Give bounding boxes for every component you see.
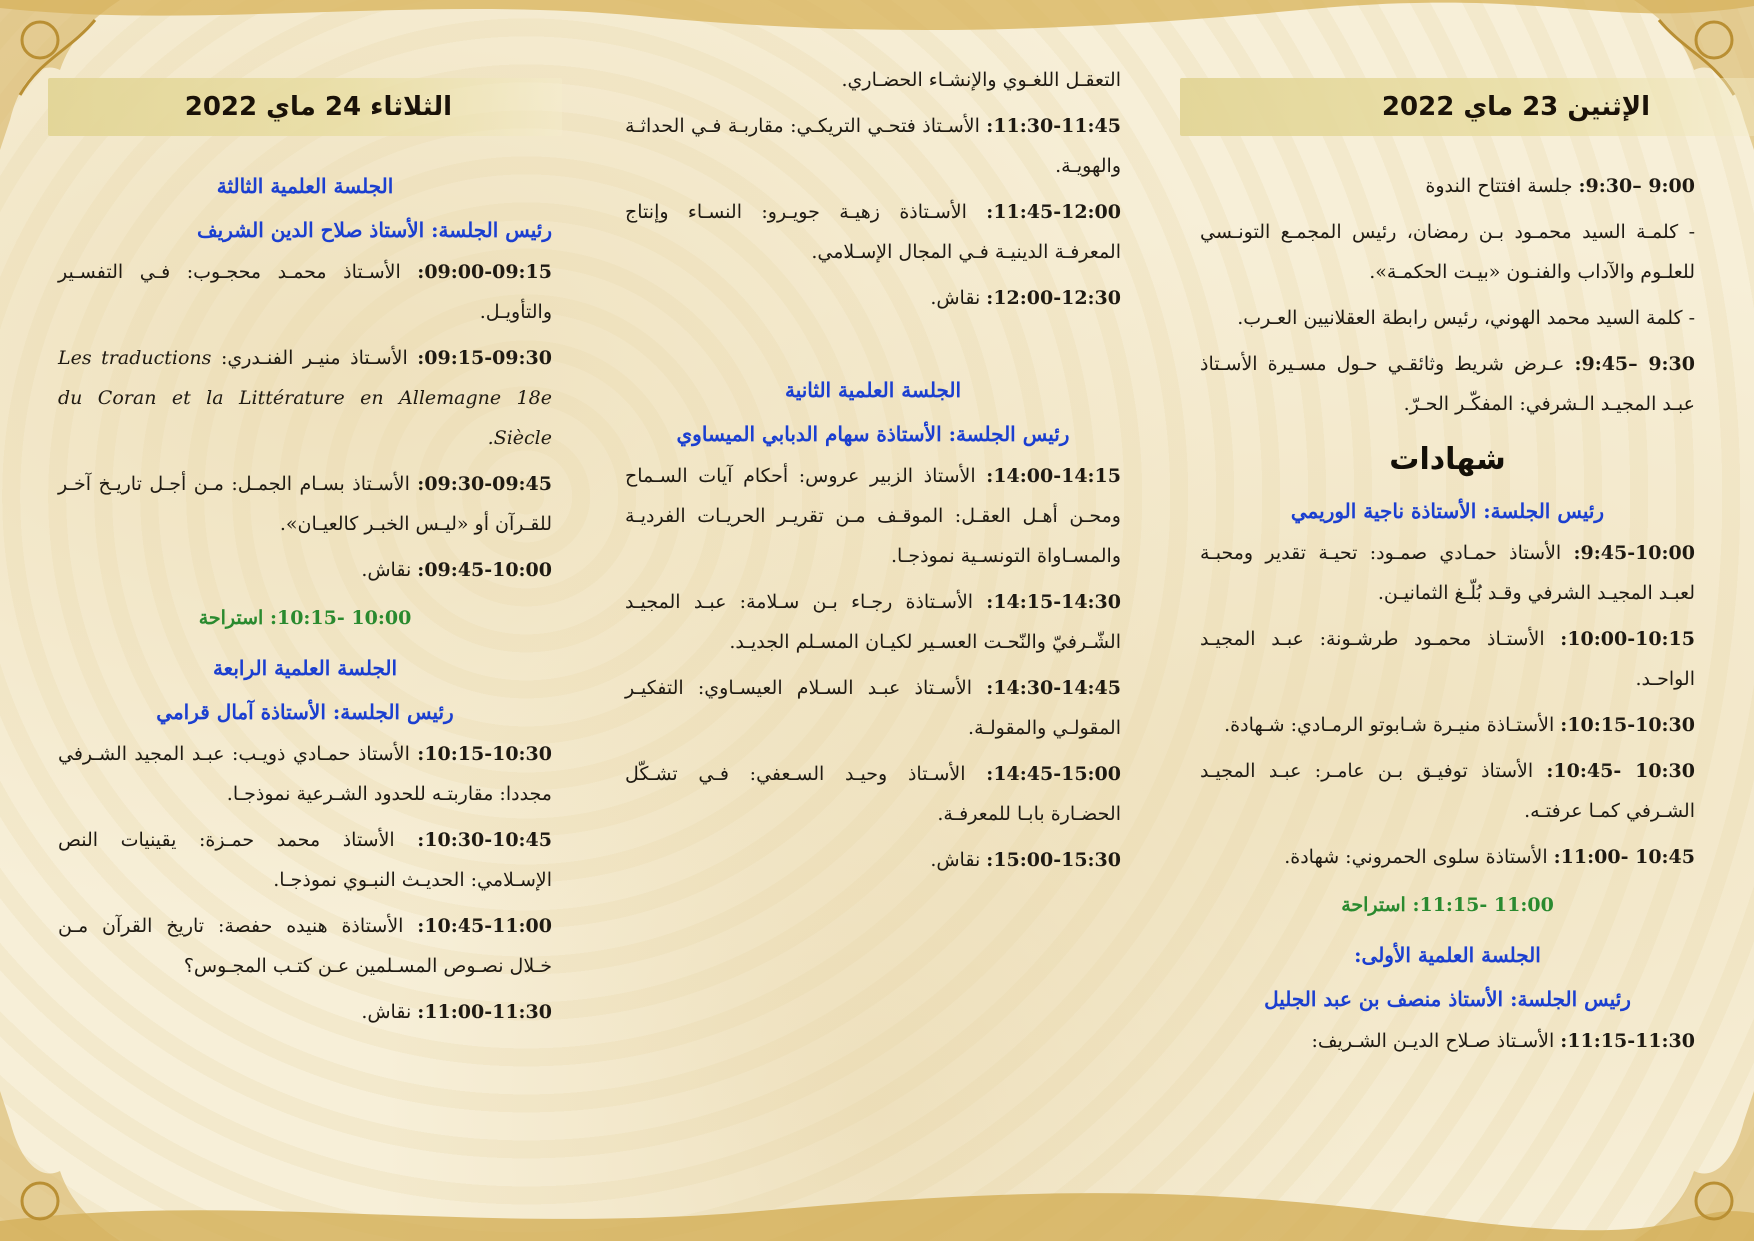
item-text: الأسـتاذ صـلاح الديـن الشـريف: bbox=[1311, 1030, 1561, 1052]
program-item bbox=[625, 754, 1121, 834]
program-item bbox=[625, 582, 1121, 662]
testimonies-heading: شهادات bbox=[1389, 442, 1506, 477]
program-item bbox=[625, 456, 1121, 576]
item-text: عـرض شريط وثائقـي حـول مسـيرة الأسـتاذ عبـد المجيـد الـشرفي: المفكّـر الحـرّ. bbox=[1200, 353, 1695, 415]
time-slot: 10:15-10:30: bbox=[1560, 714, 1695, 736]
item-text: الأسـتاذ فتحـي التريكـي: مقاربـة فـي الحداثـة والهويـة. bbox=[625, 115, 1121, 177]
time-slot: 14:15-14:30: bbox=[986, 591, 1121, 613]
item-text: الأسـتاذة زهيـة جويـرو: النسـاء وإنتاج المعرفـة الدينيـة فـي المجال الإسـلامي. bbox=[625, 201, 1121, 263]
program-item bbox=[625, 668, 1121, 748]
time-slot: 14:30-14:45: bbox=[986, 677, 1121, 699]
top-ornament-wave bbox=[0, 0, 1754, 40]
tuesday-date-banner bbox=[48, 78, 562, 136]
item-text: نقاش. bbox=[930, 849, 987, 871]
program-item bbox=[58, 464, 552, 544]
program-item bbox=[1200, 751, 1695, 831]
item-text: الأستـاذة منيـرة شـابوتو الرمـادي: شـهادة. bbox=[1224, 714, 1561, 736]
bottom-ornament-wave bbox=[0, 1181, 1754, 1241]
item-text: جلسة افتتاح الندوة bbox=[1425, 175, 1579, 197]
program-item bbox=[1200, 212, 1695, 292]
program-item bbox=[625, 278, 1121, 318]
program-item bbox=[1200, 533, 1695, 613]
session-chair: رئيس الجلسة: الأستاذ صلاح الدين الشريف bbox=[196, 218, 552, 242]
item-text: - كلمة السيد محمد الهوني، رئيس رابطة العقلانيين العـرب. bbox=[1237, 307, 1695, 329]
item-text: نقاش. bbox=[930, 287, 987, 309]
break-label: 11:00 -11:15: استراحة bbox=[1341, 894, 1554, 916]
time-slot: 10:15-10:30: bbox=[417, 743, 552, 765]
program-item bbox=[58, 550, 552, 590]
program-item bbox=[1200, 619, 1695, 699]
item-text: الأسـتاذ منيـر الفنـدري: bbox=[220, 347, 418, 369]
break-label: 10:00 -10:15: استراحة bbox=[198, 607, 412, 629]
program-item bbox=[1200, 705, 1695, 745]
item-text: الأستاذ توفيـق بـن عامـر: عبـد المجيـد الشـرفي كمـا عرفتـه. bbox=[1200, 760, 1695, 822]
program-item bbox=[625, 106, 1121, 186]
session-chair: رئيس الجلسة: الأستاذ منصف بن عبد الجليل bbox=[1264, 987, 1631, 1011]
program-item bbox=[1200, 166, 1695, 206]
program-item bbox=[58, 820, 552, 900]
program-item bbox=[1200, 344, 1695, 424]
tuesday-column bbox=[58, 78, 552, 1038]
time-slot: 10:00-10:15: bbox=[1560, 628, 1695, 650]
program-item bbox=[58, 338, 552, 458]
time-slot: 14:00-14:15: bbox=[986, 465, 1121, 487]
corner-ornament-icon bbox=[0, 1091, 150, 1241]
item-text: الأسـتاذ وحيـد السـعفي: فـي تشـكّل الحضـارة بابـا للمعرفـة. bbox=[625, 763, 1121, 825]
time-slot: 09:00-09:15: bbox=[417, 261, 552, 283]
session-chair: رئيس الجلسة: الأستاذة ناجية الوريمي bbox=[1290, 499, 1605, 523]
program-item bbox=[1200, 837, 1695, 877]
time-slot: 9:00 –9:30: bbox=[1578, 175, 1695, 197]
item-text: نقاش. bbox=[361, 1001, 418, 1023]
program-item bbox=[625, 60, 1121, 100]
monday-date-banner bbox=[1180, 78, 1754, 136]
program-item bbox=[625, 192, 1121, 272]
program-item bbox=[58, 734, 552, 814]
program-item bbox=[625, 840, 1121, 880]
item-text: - كلمـة السيد محمـود بـن رمضان، رئيس المجمـع التونـسي للعلـوم والآداب والفنـون «بيـت الحكمـة». bbox=[1200, 221, 1695, 283]
item-text: الأسـتاذة رجـاء بـن سـلامة: عبـد المجيـد الشّـرفيّ والنّحـت العسـير لكيـان المسـلم الجديـد. bbox=[625, 591, 1121, 653]
item-text: الأستاذ الزبير عروس: أحكام آيات السـماح ومحـن أهـل العقـل: الموقـف مـن تقريـر الحريـات الفرديـة والمسـاواة التونسـية نموذجـا. bbox=[625, 465, 1121, 567]
program-item bbox=[58, 252, 552, 332]
monday-column bbox=[1200, 78, 1695, 1067]
time-slot: 10:30-10:45: bbox=[417, 829, 552, 851]
session-chair: رئيس الجلسة: الأستاذة آمال قرامي bbox=[156, 700, 454, 724]
time-slot: 10:45 -11:00: bbox=[1553, 846, 1695, 868]
monday-date-title: الإثنين 23 ماي 2022 bbox=[1381, 92, 1650, 122]
session-chair: رئيس الجلسة: الأستاذة سهام الدبابي الميساوي bbox=[676, 422, 1070, 446]
time-slot: 09:30-09:45: bbox=[417, 473, 552, 495]
tuesday-date-title: الثلاثاء 24 ماي 2022 bbox=[184, 92, 452, 122]
time-slot: 11:45-12:00: bbox=[986, 201, 1121, 223]
item-text: الأستاذ حمـادي صمـود: تحيـة تقدير ومحبـة لعبـد المجيـد الشرفي وقـد بُلّـغ الثمانيـن. bbox=[1200, 542, 1695, 604]
program-item bbox=[58, 906, 552, 986]
program-item bbox=[1200, 298, 1695, 338]
time-slot: 09:15-09:30: bbox=[417, 347, 552, 369]
item-text: نقاش. bbox=[361, 559, 418, 581]
session-title: الجلسة العلمية الثانية bbox=[784, 378, 961, 402]
item-text: الأستاذ محمد حمـزة: يقينيات النص الإسـلامي: الحديـث النبـوي نموذجـا. bbox=[58, 829, 552, 891]
session-title: الجلسة العلمية الأولى: bbox=[1354, 943, 1541, 967]
time-slot: 11:00-11:30: bbox=[417, 1001, 552, 1023]
item-text: التعقـل اللغـوي والإنشـاء الحضـاري. bbox=[841, 69, 1121, 91]
item-text: الأستـاذ محمـود طرشـونة: عبـد المجيـد الواحـد. bbox=[1200, 628, 1695, 690]
item-text: الأسـتاذ عبـد السـلام العيسـاوي: التفكيـر المقولـي والمقولـة. bbox=[625, 677, 1121, 739]
time-slot: 10:45-11:00: bbox=[417, 915, 552, 937]
item-text: الأسـتاذ بسـام الجمـل: مـن أجـل تاريـخ آخـر للقـرآن أو «ليـس الخبـر كالعيـان». bbox=[58, 473, 552, 535]
time-slot: 14:45-15:00: bbox=[986, 763, 1121, 785]
time-slot: 11:15-11:30: bbox=[1560, 1030, 1695, 1052]
time-slot: 9:30 –9:45: bbox=[1574, 353, 1695, 375]
time-slot: 12:00-12:30: bbox=[986, 287, 1121, 309]
time-slot: 15:00-15:30: bbox=[986, 849, 1121, 871]
program-item bbox=[58, 992, 552, 1032]
time-slot: 09:45-10:00: bbox=[417, 559, 552, 581]
item-text: الأستاذ حمـادي ذويـب: عبـد المجيد الشـرفي مجددا: مقاربتـه للحدود الشـرعية نموذجـا. bbox=[58, 743, 552, 805]
corner-ornament-icon bbox=[1604, 1091, 1754, 1241]
latin-talk-title: Les traductions du Coran et la Littérature en Allemagne 18e Siècle. bbox=[58, 347, 552, 449]
session-title: الجلسة العلمية الرابعة bbox=[212, 656, 398, 680]
item-text: الأسـتاذ محمـد محجـوب: فـي التفسـير والتأويـل. bbox=[58, 261, 552, 323]
item-text: الأستاذة سلوى الحمروني: شهادة. bbox=[1284, 846, 1554, 868]
time-slot: 10:30 -10:45: bbox=[1546, 760, 1695, 782]
time-slot: 9:45-10:00: bbox=[1573, 542, 1695, 564]
time-slot: 11:30-11:45: bbox=[986, 115, 1121, 137]
item-text: الأستاذة هنيده حفصة: تاريخ القرآن مـن خـلال نصـوص المسـلمين عـن كتـب المجـوس؟ bbox=[58, 915, 552, 977]
program-item bbox=[1200, 1021, 1695, 1061]
session-title: الجلسة العلمية الثالثة bbox=[216, 174, 394, 198]
monday-continued-column bbox=[625, 60, 1121, 886]
